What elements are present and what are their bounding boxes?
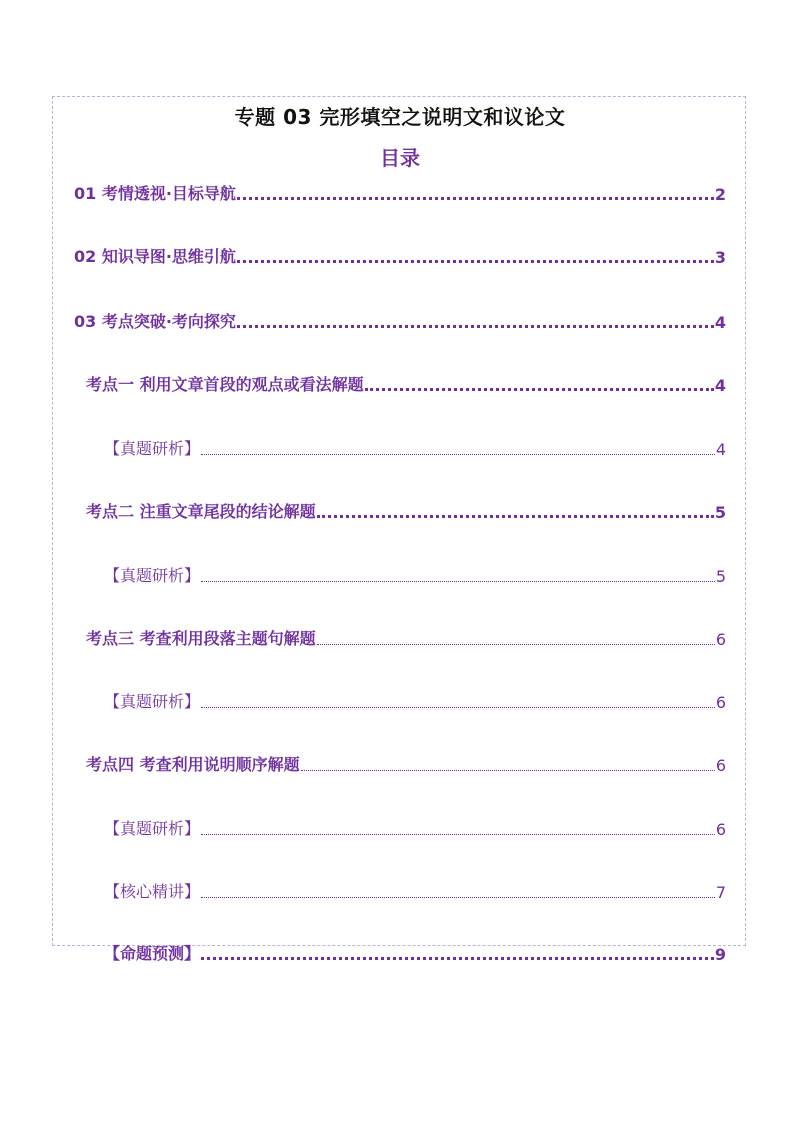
toc-leader-dots — [201, 703, 715, 708]
toc-entry-research-4[interactable] — [104, 815, 726, 839]
toc-entry-page: 3 — [714, 248, 726, 267]
toc-leader-dots — [301, 766, 715, 771]
toc-entry-label: 【真题研析】 — [104, 692, 201, 711]
toc-entry-point-3[interactable] — [86, 625, 726, 649]
toc-leader-dots — [237, 256, 714, 263]
toc-entry-point-4[interactable] — [86, 751, 726, 775]
toc-entry-research-3[interactable] — [104, 688, 726, 712]
toc-heading: 目录 — [380, 146, 420, 170]
document-title: 专题 03 完形填空之说明文和议论文 — [234, 105, 566, 129]
toc-entry-page: 5 — [715, 567, 726, 586]
toc-entry-page: 9 — [714, 945, 726, 964]
toc-entry-core-lecture[interactable] — [104, 878, 726, 902]
toc-entry-label: 01 考情透视·目标导航 — [74, 184, 236, 203]
toc-entry-label: 【真题研析】 — [104, 566, 201, 585]
toc-leader-dots — [201, 953, 714, 960]
toc-entry-research-1[interactable] — [104, 435, 726, 459]
toc-leader-dots — [201, 577, 715, 582]
toc-entry-label: 考点二 注重文章尾段的结论解题 — [86, 502, 316, 521]
toc-entry-breakthrough[interactable] — [74, 308, 726, 332]
toc-leader-dots — [201, 893, 715, 898]
toc-entry-label: 考点一 利用文章首段的观点或看法解题 — [86, 375, 364, 394]
toc-entry-research-2[interactable] — [104, 562, 726, 586]
toc-entry-page: 4 — [714, 313, 726, 332]
toc-leader-dots — [237, 193, 714, 200]
toc-entry-label: 【命题预测】 — [104, 944, 201, 963]
toc-leader-dots — [201, 830, 715, 835]
toc-entry-label: 【核心精讲】 — [104, 882, 201, 901]
toc-entry-page: 7 — [715, 883, 726, 902]
toc-entry-prediction[interactable] — [104, 940, 726, 964]
toc-leader-dots — [365, 384, 714, 391]
toc-entry-label: 03 考点突破·考向探究 — [74, 312, 236, 331]
toc-entry-page: 2 — [714, 185, 726, 204]
toc-entry-point-2[interactable] — [86, 498, 726, 522]
toc-entry-point-1[interactable] — [86, 371, 726, 395]
toc-entry-mindmap[interactable] — [74, 243, 726, 267]
toc-entry-page: 6 — [715, 630, 726, 649]
toc-entry-page: 6 — [715, 693, 726, 712]
toc-leader-dots — [237, 321, 714, 328]
toc-entry-label: 02 知识导图·思维引航 — [74, 247, 236, 266]
toc-entry-overview[interactable] — [74, 180, 726, 204]
toc-entry-label: 考点四 考查利用说明顺序解题 — [86, 755, 300, 774]
toc-entry-page: 4 — [714, 376, 726, 395]
toc-entry-label: 【真题研析】 — [104, 439, 201, 458]
toc-entry-page: 6 — [715, 756, 726, 775]
toc-entry-label: 【真题研析】 — [104, 819, 201, 838]
toc-entry-page: 4 — [715, 440, 726, 459]
toc-leader-dots — [201, 450, 715, 455]
toc-entry-page: 6 — [715, 820, 726, 839]
toc-leader-dots — [317, 640, 715, 645]
toc-leader-dots — [317, 511, 714, 518]
toc-entry-label: 考点三 考查利用段落主题句解题 — [86, 629, 316, 648]
toc-entry-page: 5 — [714, 503, 726, 522]
